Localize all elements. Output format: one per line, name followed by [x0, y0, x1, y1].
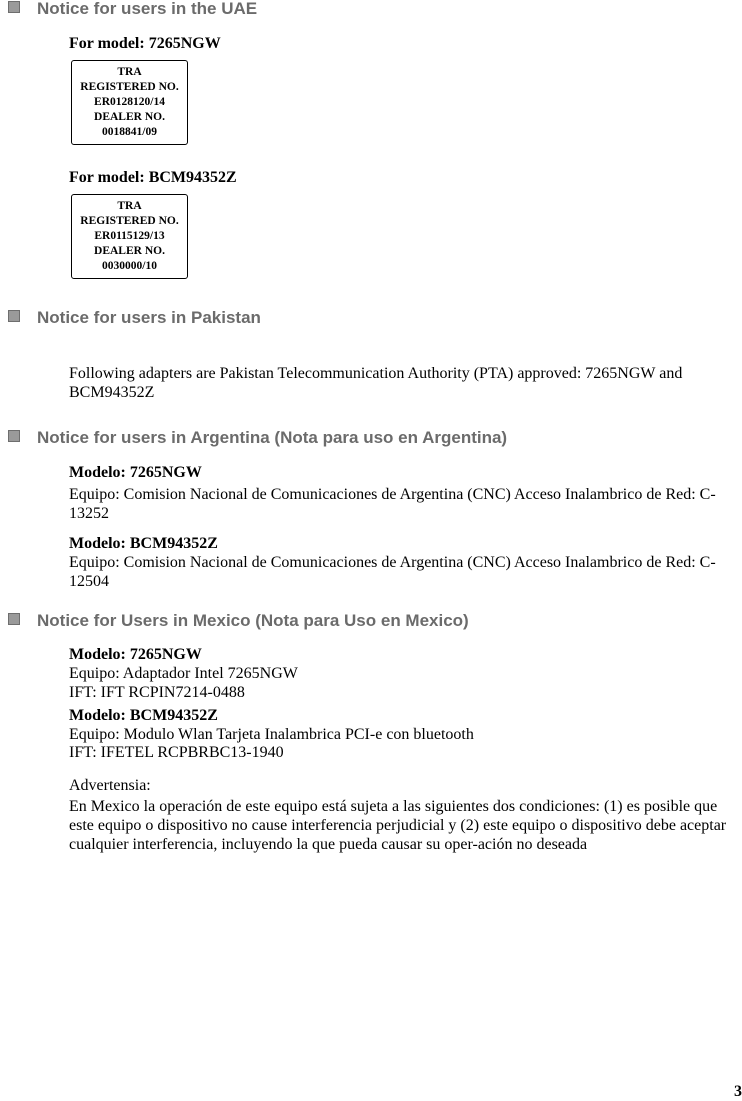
mexico-equipo1: Equipo: Adaptador Intel 7265NGW	[69, 665, 298, 682]
uae-model1-label: For model: 7265NGW	[69, 35, 221, 52]
argentina-model1: Modelo: 7265NGW	[69, 464, 202, 481]
section-heading-mexico: Notice for Users in Mexico (Nota para Uso en Mexico)	[8, 611, 469, 631]
tra-label-BCM94352Z	[71, 194, 188, 279]
page-number: 3	[734, 1083, 742, 1100]
tra-label-line: ER0115129/13	[94, 230, 165, 242]
mexico-model1: Modelo: 7265NGW	[69, 646, 202, 663]
section-heading-uae: Notice for users in the UAE	[8, 0, 257, 19]
mexico-equipo2: Equipo: Modulo Wlan Tarjeta Inalambrica PCI-e con bluetooth	[69, 726, 474, 743]
square-bullet-icon	[8, 310, 20, 322]
argentina-text2: Equipo: Comision Nacional de Comunicaciones de Argentina (CNC) Acceso Inalambrico de Red: C-12504	[69, 554, 716, 590]
uae-model2-label: For model: BCM94352Z	[69, 169, 237, 186]
tra-label-line: TRA	[117, 66, 142, 78]
mexico-model2: Modelo: BCM94352Z	[69, 707, 218, 724]
tra-label-line: REGISTERED NO.	[80, 81, 179, 93]
pakistan-text: Following adapters are Pakistan Telecommunication Authority (PTA) approved: 7265NGW and BCM94352Z	[69, 365, 683, 401]
tra-label-line: DEALER NO.	[94, 245, 165, 257]
tra-label-line: TRA	[117, 200, 142, 212]
mexico-ift1: IFT: IFT RCPIN7214-0488	[69, 684, 245, 701]
argentina-text1: Equipo: Comision Nacional de Comunicaciones de Argentina (CNC) Acceso Inalambrico de Red: C-13252	[69, 486, 716, 522]
section-heading-pakistan: Notice for users in Pakistan	[8, 308, 261, 328]
section-heading-argentina: Notice for users in Argentina (Nota para uso en Argentina)	[8, 428, 507, 448]
tra-label-line: 0018841/09	[102, 126, 157, 138]
square-bullet-icon	[8, 1, 20, 13]
mexico-warning-label: Advertensia:	[69, 777, 151, 794]
square-bullet-icon	[8, 430, 20, 442]
argentina-model2: Modelo: BCM94352Z	[69, 535, 218, 552]
tra-label-7265NGW	[71, 60, 188, 145]
tra-label-line: 0030000/10	[102, 260, 157, 272]
mexico-ift2: IFT: IFETEL RCPBRBC13-1940	[69, 744, 284, 761]
tra-label-line: REGISTERED NO.	[80, 215, 179, 227]
tra-label-line: DEALER NO.	[94, 111, 165, 123]
tra-label-line: ER0128120/14	[94, 96, 165, 108]
square-bullet-icon	[8, 613, 20, 625]
mexico-warning-text: En Mexico la operación de este equipo está sujeta a las siguientes dos condiciones: (1) es posible que este equipo o dispositivo no cause interferencia perjudicial y (2) este equipo o dispositivo debe aceptar cualquier interferencia, incluyendo la que pueda causar su oper-ación no deseada	[69, 798, 727, 853]
